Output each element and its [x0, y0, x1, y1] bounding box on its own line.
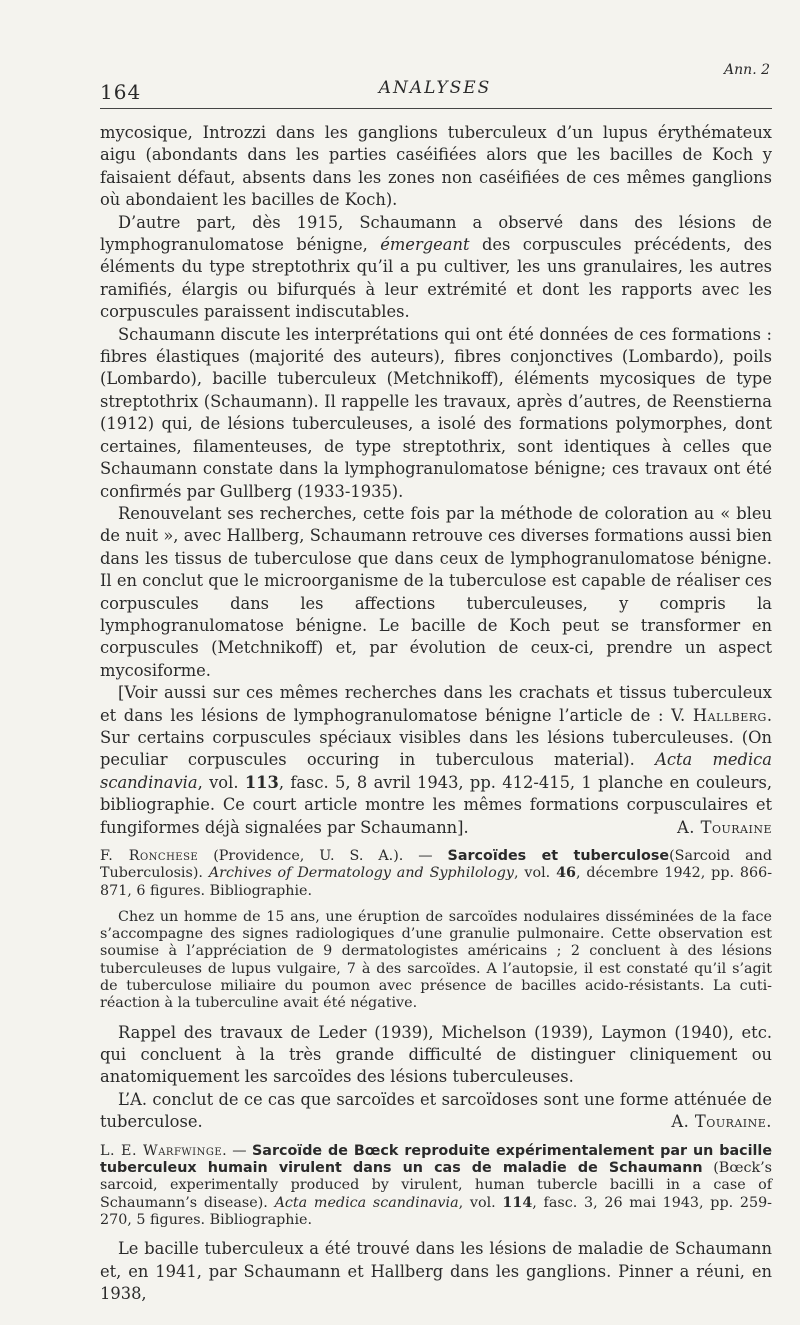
article-body [100, 122, 772, 1305]
ref1-journal: Archives of Dermatology and Syphilology [208, 865, 514, 882]
reference-1 [100, 848, 772, 900]
p5-text-a: [Voir aussi sur ces mêmes recherches dans les crachats et tissus tuberculeux et dans les lésions de lymphogranulomatose bénigne l’article de : V. [100, 683, 772, 725]
ref2-author: L. E. Warfwinge [100, 1142, 223, 1159]
paragraph-7: Rappel des travaux de Leder (1939), Michelson (1939), Laymon (1940), etc. qui concluent à la très grande difficulté de distinguer cliniquement ou anatomiquement les sarcoïdes des lésions tuberculeuses. [100, 1022, 772, 1087]
p2-italic: émergeant [380, 235, 470, 255]
ref1-author: F. Ronchese [100, 848, 199, 864]
page-header [100, 62, 770, 104]
p2-text-a: D’autre part, dès 1915, Schaumann a observé dans des lésions de lymphogranulomatose bénigne, [100, 212, 772, 255]
ref2-journal: Acta medica scandinavia [274, 1194, 459, 1211]
ref2-dash: . — [222, 1142, 247, 1159]
ref1-title: Sarcoïdes et tuberculose [447, 848, 670, 864]
p5-author: Hallberg [692, 705, 767, 725]
p5-text-d: , fasc. 5, 8 avril 1943, pp. 412-415, 1 planche en couleurs, bibliographie. Ce court article montre les mêmes formations corpusculaires et fungiformes déjà signalées par Schaumann]. [100, 772, 772, 837]
paragraph-5 [100, 682, 772, 839]
paragraph-1: mycosique, Introzzi dans les ganglions tuberculeux d’un lupus érythémateux aigu (abondants dans les parties caséifiées alors que les bacilles de Koch y faisaient défaut, absents dans les zones non caséifiées de ces mêmes ganglions où abondaient les bacilles de Koch). [100, 123, 772, 210]
ref2-subtitle: (Bœck’s sarcoid, experimentally produced by virulent, human tubercle bacilli in a case of Schaumann’s disease). [100, 1160, 773, 1211]
p5-volume: 113 [244, 772, 279, 792]
paragraph-8 [100, 1089, 772, 1134]
header-rule [100, 108, 772, 109]
margin-annotation: Ann. 2 [724, 62, 770, 78]
ref1-volume: 46 [556, 865, 576, 882]
running-title: ANALYSES [378, 78, 492, 98]
ref1-text-b: , décembre 1942, pp. 866-871, 6 figures. Bibliographie. [100, 865, 773, 899]
p5-journal: Acta medica scandinavia [100, 750, 772, 792]
paragraph-3: Schaumann discute les interprétations qui ont été données de ces formations : fibres élastiques (majorité des auteurs), fibres conjonctives (Lombardo), poils (Lombardo), bacille tuberculeux (Metchnikoff), éléments mycosiques de type streptothrix (Schaumann). Il rappelle les travaux, après d’autres, de Reenstierna (1912) qui, de lésions tuberculeuses, a isolé des formations polymorphes, dont certaines, filamenteuses, de type streptothrix, sont identiques à celles que Schaumann constate dans la lymphogranulomatose bénigne; ces travaux ont été confirmés par Gullberg (1933-1935). [100, 324, 772, 501]
page-number: 164 [100, 80, 142, 104]
ref1-subtitle: (Sarcoid and Tuberculosis). [100, 848, 772, 882]
paragraph-9: Le bacille tuberculeux a été trouvé dans les lésions de maladie de Schaumann et, en 1941, par Schaumann et Hallberg dans les ganglions. Pinner a réuni, en 1938, [100, 1239, 772, 1303]
ref2-text-b: , fasc. 3, 26 mai 1943, pp. 259-270, 5 figures. Bibliographie. [100, 1194, 773, 1228]
ref2-text-a: , vol. [458, 1194, 496, 1211]
paragraph-2 [100, 212, 772, 324]
reference-2 [100, 1143, 772, 1229]
paragraph-6: Chez un homme de 15 ans, une éruption de sarcoïdes nodulaires disséminées de la face s’accompagne des signes radiologiques d’une granulie pulmonaire. Cette observation est soumise à l’appréciation de 9 dermatologistes américains ; 2 concluent à des lésions tuberculeuses de lupus vulgaire, 7 à des sarcoïdes. A l’autopsie, il est constaté qu’il s’agit de tuberculose miliaire du poumon avec présence de bacilles acido-résistants. La cuti-réaction à la tuberculine avait été négative. [100, 908, 772, 1012]
ref2-title: Sarcoïde de Bœck reproduite expérimentalement par un bacille tuberculeux humain virulent dans un cas de maladie de Schaumann [100, 1142, 773, 1176]
p5-text-b: . Sur certains corpuscules spéciaux visibles dans les lésions tuberculeuses. (On peculiar corpuscules occuring in tuberculous material). [100, 705, 772, 770]
signature-1: A. Touraine [677, 817, 772, 837]
p5-text-c: , vol. [197, 772, 239, 792]
p8-text: L’A. conclut de ce cas que sarcoïdes et sarcoïdoses sont une forme atténuée de tuberculose. [100, 1089, 772, 1132]
p2-text-b: des corpuscules précédents, des éléments du type streptothrix qu’il a pu cultiver, les uns granulaires, les autres ramifiés, élargis ou bifurqués à leur extrémité et dont les rapports avec les corpuscules paraissent indiscutables. [100, 235, 772, 322]
signature-2: A. Touraine. [671, 1112, 772, 1132]
ref1-text-a: , vol. [513, 865, 551, 882]
ref2-volume: 114 [502, 1194, 533, 1211]
paragraph-4: Renouvelant ses recherches, cette fois par la méthode de coloration au « bleu de nuit », avec Hallberg, Schaumann retrouve ces diverses formations aussi bien dans les tissus de tuberculose que dans ceux de lymphogranulomatose bénigne. Il en conclut que le microorganisme de la tuberculose est capable de réaliser ces corpuscules dans les affections tuberculeuses, y compris la lymphogranulomatose bénigne. Le bacille de Koch peut se transformer en corpuscules (Metchnikoff) et, par évolution de ceux-ci, prendre un aspect mycosiforme. [100, 503, 772, 680]
ref1-affiliation: (Providence, U. S. A.). — [213, 848, 433, 864]
